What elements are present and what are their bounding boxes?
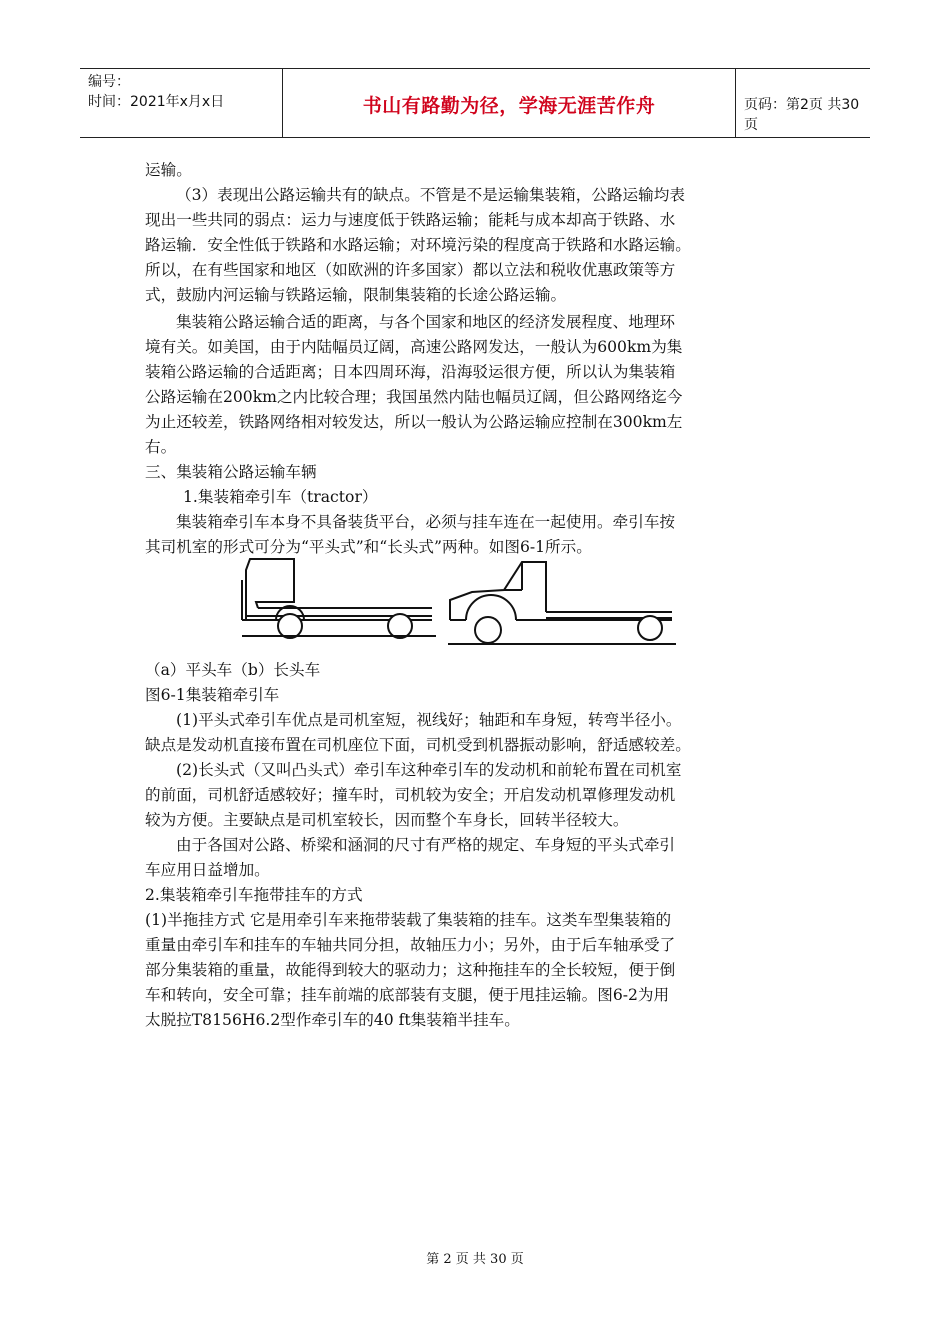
long-nose-tractor-drawing (448, 562, 676, 644)
motto: 书山有路勤为径，学海无涯苦作舟 (362, 95, 656, 117)
header-motto-cell (282, 69, 736, 137)
body-line: 境有关。如美国，由于内陆幅员辽阔，高速公路网发达，一般认为600km为集 (145, 338, 683, 356)
figure-subcaption: （a）平头车（b）长头车 (145, 661, 321, 679)
body-line: 右。 (145, 438, 177, 456)
page-label: 页码：第2页 共30页 (744, 97, 860, 133)
body-line: 车应用日益增加。 (145, 861, 270, 879)
body-line: 集装箱牵引车本身不具备装货平台，必须与挂车连在一起使用。牵引车按 (176, 513, 676, 531)
body-line: 由于各国对公路、桥梁和涵洞的尺寸有严格的规定、车身短的平头式牵引 (176, 836, 676, 854)
body-line: (1)平头式牵引车优点是司机室短，视线好；轴距和车身短，转弯半径小。 (176, 711, 682, 729)
body-line: 部分集装箱的重量，故能得到较大的驱动力；这种拖挂车的全长较短，便于倒 (145, 961, 676, 979)
body-line: (2)长头式（又叫凸头式）牵引车这种牵引车的发动机和前轮布置在司机室 (176, 761, 682, 779)
body-line: 运输。 (145, 161, 192, 179)
body-line: 集装箱公路运输合适的距离，与各个国家和地区的经济发展程度、地理环 (176, 313, 676, 331)
body-line: 车和转向，安全可靠；挂车前端的底部装有支腿，便于甩挂运输。图6-2为用 (145, 986, 670, 1004)
body-line: 现出一些共同的弱点：运力与速度低于铁路运输；能耗与成本却高于铁路、水 (145, 211, 676, 229)
section-heading: 三、集装箱公路运输车辆 (145, 463, 317, 481)
body-line: 所以，在有些国家和地区（如欧洲的许多国家）都以立法和税收优惠政策等方 (145, 261, 676, 279)
body-line: 式，鼓励内河运输与铁路运输，限制集装箱的长途公路运输。 (145, 286, 567, 304)
body-line: 的前面，司机舒适感较好；撞车时，司机较为安全；开启发动机罩修理发动机 (145, 786, 676, 804)
body-line: 装箱公路运输的合适距离；日本四周环海，沿海驳运很方便，所以认为集装箱 (145, 363, 676, 381)
page-header (80, 68, 870, 138)
body-line: 较为方便。主要缺点是司机室较长，因而整个车身长，回转半径较大。 (145, 811, 629, 829)
figure-caption: 图6-1集装箱牵引车 (145, 686, 280, 704)
page-footer: 第 2 页 共 30 页 (426, 1252, 524, 1267)
body-line: （3）表现出公路运输共有的缺点。不管是不是运输集装箱，公路运输均表 (176, 186, 685, 204)
time-label: 时间：2021年x月x日 (88, 94, 225, 110)
tractor-figure (236, 556, 678, 650)
subsection-heading: 1.集装箱牵引车（tractor） (183, 488, 378, 506)
body-line: 重量由牵引车和挂车的车轴共同分担，故轴压力小；另外，由于后车轴承受了 (145, 936, 676, 954)
body-line: (1)半拖挂方式 它是用牵引车来拖带装载了集装箱的挂车。这类车型集装箱的 (145, 911, 672, 929)
body-line: 其司机室的形式可分为“平头式”和“长头式”两种。如图6-1所示。 (145, 538, 592, 556)
number-label: 编号： (88, 74, 130, 90)
body-line: 缺点是发动机直接布置在司机座位下面，司机受到机器振动影响，舒适感较差。 (145, 736, 691, 754)
header-page-cell (735, 69, 870, 137)
flat-head-tractor-drawing (242, 559, 436, 638)
header-meta-cell (80, 69, 282, 137)
body-line: 公路运输在200km之内比较合理；我国虽然内陆也幅员辽阔，但公路网络迄今 (145, 388, 683, 406)
body-line: 路运输．安全性低于铁路和水路运输；对环境污染的程度高于铁路和水路运输。 (145, 236, 691, 254)
subsection-heading: 2.集装箱牵引车拖带挂车的方式 (145, 886, 363, 904)
body-line: 为止还较差，铁路网络相对较发达，所以一般认为公路运输应控制在300km左 (145, 413, 683, 431)
body-line: 太脱拉T8156H6.2型作牵引车的40 ft集装箱半挂车。 (145, 1011, 520, 1029)
